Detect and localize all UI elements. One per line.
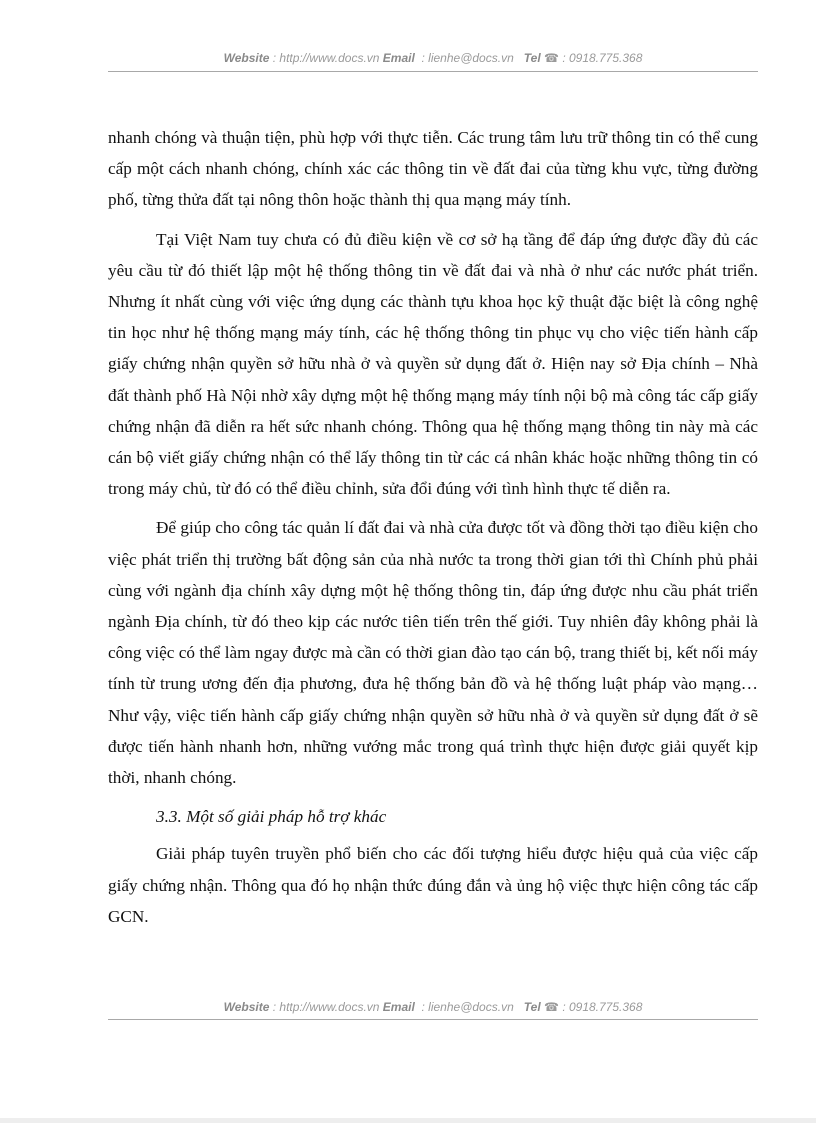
paragraph-2: Tại Việt Nam tuy chưa có đủ điều kiện về cơ sở hạ tầng để đáp ứng được đầy đủ các yêu cầu từ đó thiết lập một hệ thống thông tin về đất đai và nhà ở như các nước phát triển. Nhưng ít nhất cùng với việc ứng dụng các thành tựu khoa học kỹ thuật đặc biệt là công nghệ tin học như hệ thống mạng máy tính, các hệ thống thông tin phục vụ cho việc tiến hành cấp giấy chứng nhận quyền sở hữu nhà ở và quyền sử dụng đất ở. Hiện nay sở Địa chính – Nhà đất thành phố Hà Nội nhờ xây dựng một hệ thống mạng máy tính nội bộ mà công tác cấp giấy chứng nhận đã diễn ra hết sức nhanh chóng. Thông qua hệ thống mạng thông tin này mà các cán bộ viết giấy chứng nhận có thể lấy thông tin từ các cá nhân khác hoặc những thông tin có trong máy chủ, từ đó có thể điều chỉnh, sửa đổi đúng với tình hình thực tế diễn ra.: [108, 229, 758, 499]
footer-divider: [108, 1019, 758, 1020]
paragraph-3: Để giúp cho công tác quản lí đất đai và nhà cửa được tốt và đồng thời tạo điều kiện cho việc phát triển thị trường bất động sản của nhà nước ta trong thời gian tới thì Chính phủ phải cùng với ngành địa chính xây dựng một hệ thống thông tin, đáp ứng được nhu cầu phát triển ngành Địa chính, từ đó theo kịp các nước tiên tiến trên thế giới. Tuy nhiên đây không phải là công việc có thể làm ngay được mà cần có thời gian đào tạo cán bộ, trang thiết bị, kết nối máy tính từ trung ương đến địa phương, đưa hệ thống bản đồ và hệ thống luật pháp vào mạng… Như vậy, việc tiến hành cấp giấy chứng nhận quyền sở hữu nhà ở và quyền sử dụng đất ở sẽ được tiến hành nhanh hơn, những vướng mắc trong quá trình thực hiện được giải quyết kịp thời, nhanh chóng.: [108, 518, 758, 788]
header-email-sep: :: [418, 51, 429, 65]
footer-website-url[interactable]: http://www.docs.vn: [279, 1000, 380, 1014]
footer-tel-value: : 0918.775.368: [562, 1000, 643, 1014]
section-heading: 3.3. Một số giải pháp hỗ trợ khác: [156, 807, 387, 827]
footer-email-sep: :: [418, 1000, 429, 1014]
phone-icon: ☎: [544, 51, 559, 65]
paragraph-4: Giải pháp tuyên truyền phổ biến cho các đối tượng hiểu được hiệu quả của việc cấp giấy chứng nhận. Thông qua đó họ nhận thức đúng đắn và ủng hộ việc thực hiện công tác cấp GCN.: [108, 844, 758, 926]
header-website-sep: :: [269, 51, 280, 65]
footer-website-sep: :: [269, 1000, 280, 1014]
header-divider: [108, 71, 758, 72]
footer-email-value[interactable]: lienhe@docs.vn: [428, 1000, 514, 1014]
header-website-label: Website: [223, 51, 270, 65]
header-website-url[interactable]: http://www.docs.vn: [279, 51, 380, 65]
page-bottom-edge: [0, 1118, 816, 1123]
page-header: [108, 51, 758, 65]
page-footer: [108, 1000, 758, 1014]
footer-email-label: Email: [382, 1000, 415, 1014]
paragraph-1: nhanh chóng và thuận tiện, phù hợp với thực tiễn. Các trung tâm lưu trữ thông tin có thể cung cấp một cách nhanh chóng, chính xác các thông tin về đất đai của từng khu vực, từng đường phố, từng thửa đất tại nông thôn hoặc thành thị qua mạng máy tính.: [108, 128, 758, 210]
header-tel-value: : 0918.775.368: [562, 51, 643, 65]
footer-tel-label: Tel: [523, 1000, 541, 1014]
footer-website-label: Website: [223, 1000, 270, 1014]
header-email-label: Email: [382, 51, 415, 65]
document-body: [108, 122, 758, 940]
header-email-value[interactable]: lienhe@docs.vn: [428, 51, 514, 65]
header-tel-label: Tel: [523, 51, 541, 65]
phone-icon: ☎: [544, 1000, 559, 1014]
